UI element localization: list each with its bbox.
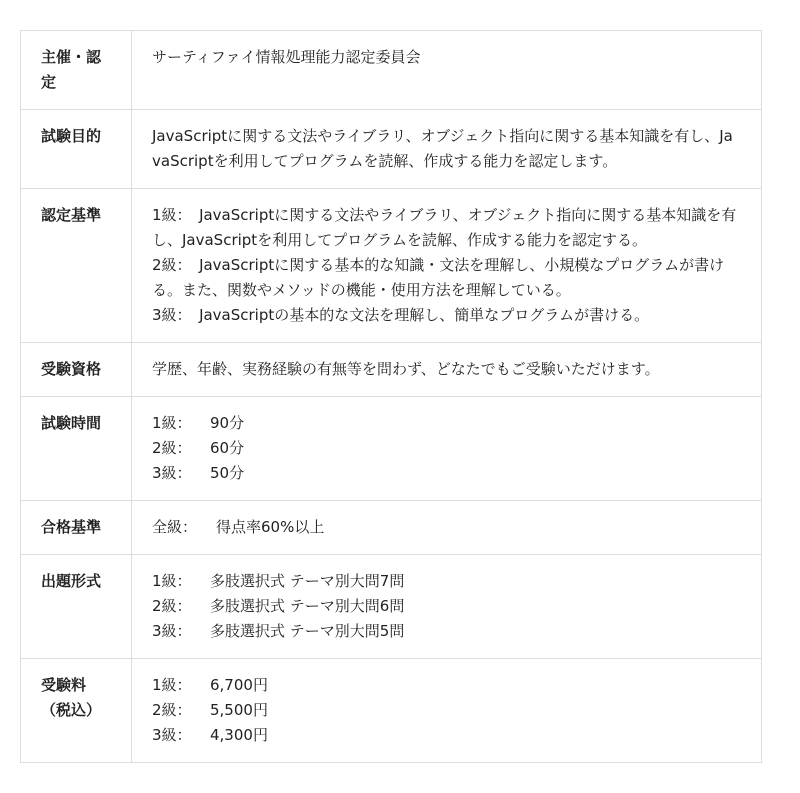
fee-item	[152, 673, 741, 698]
row-value-eligibility: 学歴、年齢、実務経験の有無等を問わず、どなたでもご受験いただけます。	[132, 343, 762, 397]
duration-item	[152, 461, 741, 486]
row-value-criteria	[132, 189, 762, 343]
passing-level: 全級：	[152, 518, 198, 536]
fee-text: 5,500円	[210, 701, 268, 719]
duration-item	[152, 411, 741, 436]
passing-item	[152, 515, 741, 540]
table-row-format	[21, 555, 762, 659]
criteria-text: JavaScriptに関する基本的な知識・文法を理解し、小規模なプログラムが書ける。また、関数やメソッドの機能・使用方法を理解している。	[152, 256, 725, 299]
row-value-passing	[132, 501, 762, 555]
row-label-organizer: 主催・認定	[21, 31, 132, 110]
row-label-purpose: 試験目的	[21, 110, 132, 189]
criteria-level: 1級：	[152, 206, 185, 224]
fee-level: 3級：	[152, 726, 192, 744]
row-label-eligibility: 受験資格	[21, 343, 132, 397]
format-level: 3級：	[152, 622, 192, 640]
row-label-fee: 受験料（税込）	[21, 659, 132, 763]
row-value-organizer: サーティファイ情報処理能力認定委員会	[132, 31, 762, 110]
row-value-purpose: JavaScriptに関する文法やライブラリ、オブジェクト指向に関する基本知識を有し、JavaScriptを利用してプログラムを読解、作成する能力を認定します。	[132, 110, 762, 189]
row-value-format	[132, 555, 762, 659]
criteria-level: 2級：	[152, 256, 185, 274]
duration-text: 90分	[210, 414, 245, 432]
criteria-item	[152, 303, 741, 328]
format-level: 1級：	[152, 572, 192, 590]
duration-level: 2級：	[152, 439, 192, 457]
row-label-passing: 合格基準	[21, 501, 132, 555]
criteria-item	[152, 253, 741, 303]
row-value-fee	[132, 659, 762, 763]
table-row-duration	[21, 397, 762, 501]
duration-text: 50分	[210, 464, 245, 482]
table-row-organizer	[21, 31, 762, 110]
table-row-purpose	[21, 110, 762, 189]
criteria-level: 3級：	[152, 306, 185, 324]
table-row-eligibility	[21, 343, 762, 397]
row-label-duration: 試験時間	[21, 397, 132, 501]
duration-text: 60分	[210, 439, 245, 457]
format-text: 多肢選択式 テーマ別大問6問	[210, 597, 405, 615]
table-row-criteria	[21, 189, 762, 343]
format-item	[152, 594, 741, 619]
row-label-format: 出題形式	[21, 555, 132, 659]
criteria-text: JavaScriptに関する文法やライブラリ、オブジェクト指向に関する基本知識を有し、JavaScriptを利用してプログラムを読解、作成する能力を認定する。	[152, 206, 737, 249]
table-row-passing	[21, 501, 762, 555]
fee-text: 6,700円	[210, 676, 268, 694]
fee-text: 4,300円	[210, 726, 268, 744]
exam-info-table	[20, 30, 762, 763]
format-level: 2級：	[152, 597, 192, 615]
criteria-text: JavaScriptの基本的な文法を理解し、簡単なプログラムが書ける。	[199, 306, 650, 324]
fee-level: 2級：	[152, 701, 192, 719]
table-row-fee	[21, 659, 762, 763]
duration-level: 3級：	[152, 464, 192, 482]
criteria-item	[152, 203, 741, 253]
format-text: 多肢選択式 テーマ別大問5問	[210, 622, 405, 640]
row-label-criteria: 認定基準	[21, 189, 132, 343]
row-value-duration	[132, 397, 762, 501]
format-item	[152, 619, 741, 644]
passing-text: 得点率60%以上	[216, 518, 325, 536]
duration-item	[152, 436, 741, 461]
fee-item	[152, 698, 741, 723]
format-item	[152, 569, 741, 594]
fee-level: 1級：	[152, 676, 192, 694]
duration-level: 1級：	[152, 414, 192, 432]
format-text: 多肢選択式 テーマ別大問7問	[210, 572, 405, 590]
fee-item	[152, 723, 741, 748]
